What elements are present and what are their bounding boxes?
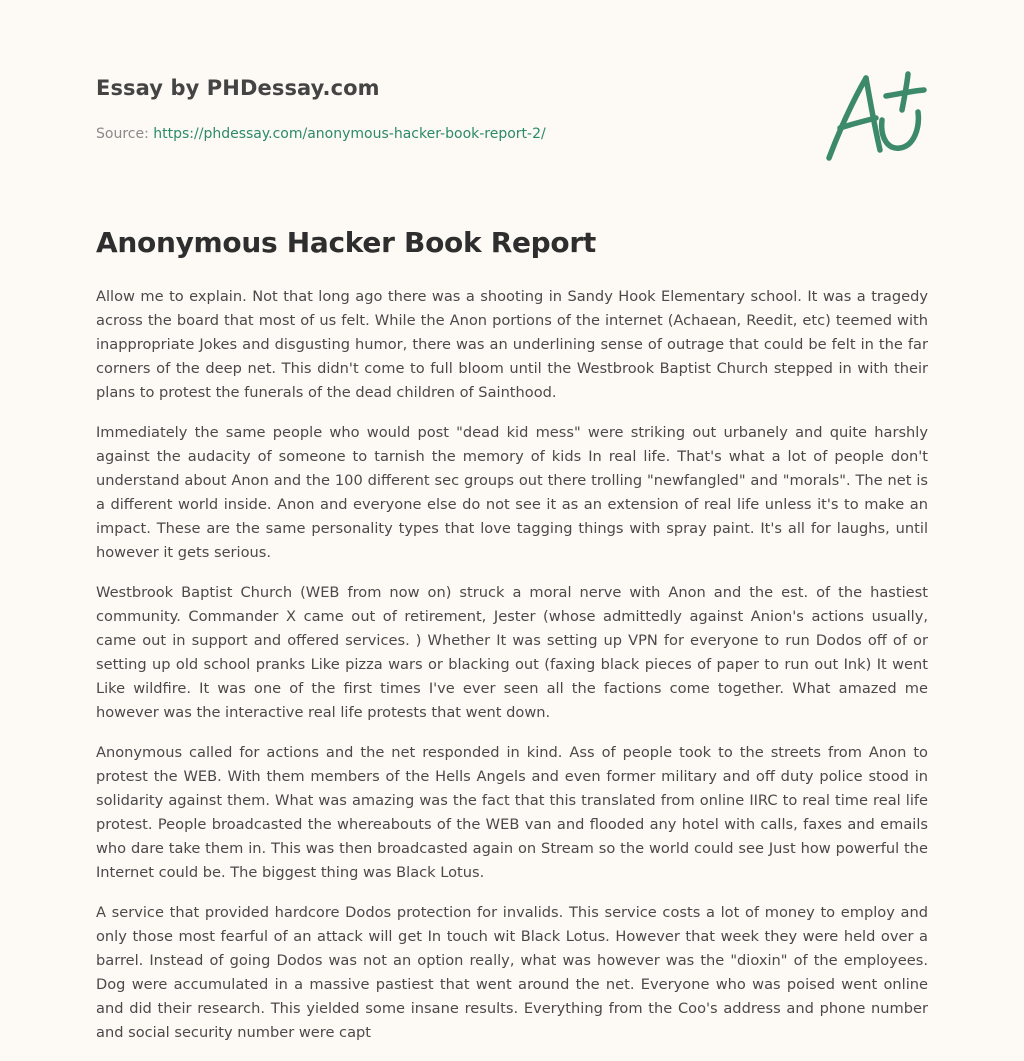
- article-title: Anonymous Hacker Book Report: [96, 226, 596, 259]
- article-paragraph: Westbrook Baptist Church (WEB from now on) struck a moral nerve with Anon and the est. of the hastiest community. Commander X came out of retirement, Jester (whose admittedly against Anion's actions usually, came out in support and offered services. ) Whether It was setting up VPN for everyone to run Dodos off of or setting up old school pranks Like pizza wars or blacking out (faxing black pieces of paper to run out Ink) It went Like wildfire. It was one of the first times I've ever seen all the factions come together. What amazed me however was the interactive real life protests that went down.: [96, 584, 928, 721]
- source-label: Source:: [96, 126, 154, 142]
- article-paragraph: Immediately the same people who would post "dead kid mess" were striking out urbanely and quite harshly against the audacity of someone to tarnish the memory of kids In real life. That's what a lot of people don't understand about Anon and the 100 different sec groups out there trolling "newfangled" and "morals". The net is a different world inside. Anon and everyone else do not see it as an extension of real life unless it's to make an impact. These are the same personality types that love tagging things with spray paint. It's all for laughs, until however it gets serious.: [96, 424, 928, 561]
- source-line: [96, 126, 796, 142]
- brand-title: Essay by PHDessay.com: [96, 76, 380, 100]
- a-plus-grade-icon: [822, 66, 930, 166]
- article-paragraph: Anonymous called for actions and the net responded in kind. Ass of people took to the streets from Anon to protest the WEB. With them members of the Hells Angels and even former military and off duty police stood in solidarity against them. What was amazing was the fact that this translated from online IIRC to real time real life protest. People broadcasted the whereabouts of the WEB van and flooded any hotel with calls, faxes and emails who dare take them in. This was then broadcasted again on Stream so the world could see Just how powerful the Internet could be. The biggest thing was Black Lotus.: [96, 744, 928, 881]
- article-body: [96, 285, 928, 1061]
- article-paragraph: Allow me to explain. Not that long ago there was a shooting in Sandy Hook Elementary school. It was a tragedy across the board that most of us felt. While the Anon portions of the internet (Achaean, Reedit, etc) teemed with inappropriate Jokes and disgusting humor, there was an underlining sense of outrage that could be felt in the far corners of the deep net. This didn't come to full bloom until the Westbrook Baptist Church stepped in with their plans to protest the funerals of the dead children of Sainthood.: [96, 288, 928, 401]
- essay-header: [96, 76, 796, 142]
- source-link[interactable]: https://phdessay.com/anonymous-hacker-book-report-2/: [153, 126, 546, 142]
- article-paragraph: A service that provided hardcore Dodos protection for invalids. This service costs a lot of money to employ and only those most fearful of an attack will get In touch wit Black Lotus. However that week they were held over a barrel. Instead of going Dodos was not an option really, what was however was the "dioxin" of the employees. Dog were accumulated in a massive pastiest that went around the net. Everyone who was poised went online and did their research. This yielded some insane results. Everything from the Coo's address and phone number and social security number were capt: [96, 904, 928, 1041]
